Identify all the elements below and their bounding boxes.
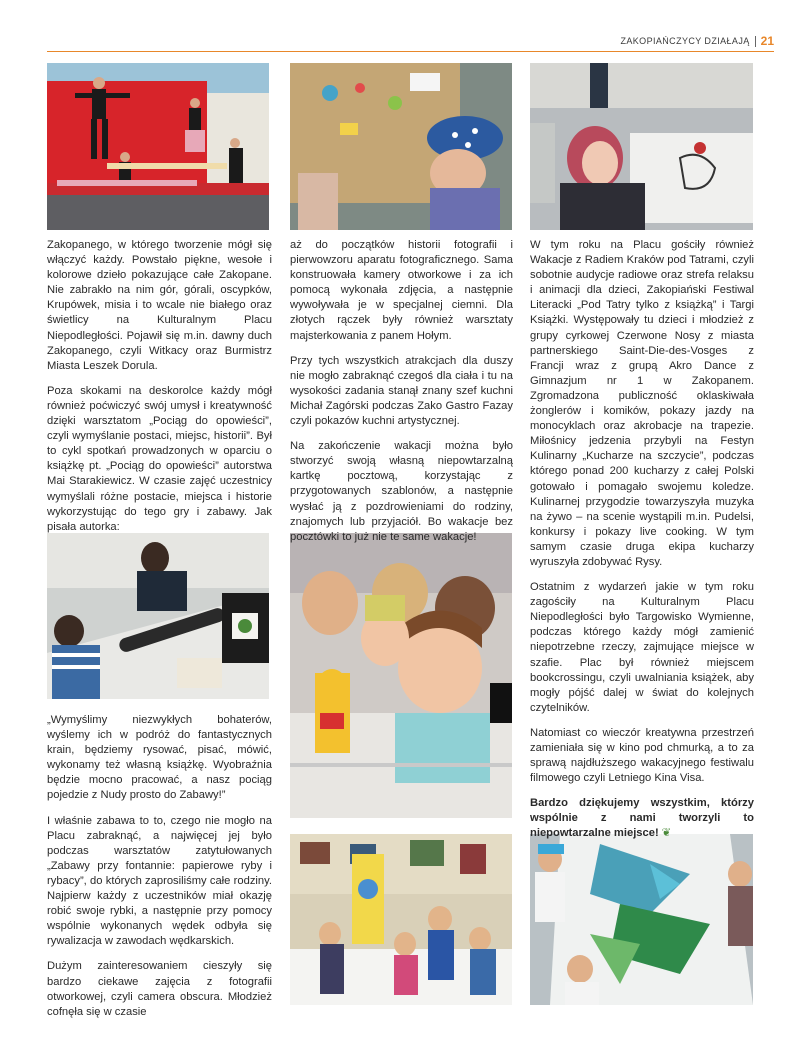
photo-skateboard-workshop	[47, 533, 269, 699]
photo-children-paper-puppets	[290, 533, 512, 818]
page-number: 21	[760, 34, 774, 48]
header-rule	[47, 51, 774, 52]
photo-kids-painting-banner	[530, 834, 753, 1005]
paragraph: Poza skokami na deskorolce każdy mógł również poćwiczyć swój umysł i kreatywność dzięki warsztatom „Pociąg do opowieści”, czyli wymyślanie postaci, miejsc, historii”. Był to cykl spotkań prowadzonych w oparciu o książkę pt. „Pociąg do opowieści” autorstwa Mai Starakiewicz. W czasie zajęć uczestnicy wymyślali różne postacie, miejsca i historie wykorzystując do tego gry i zabawy. Jak pisała autorka:	[47, 384, 272, 533]
section-title: ZAKOPIAŃCZYCY DZIAŁAJĄ	[620, 36, 750, 46]
photo-kids-indoor-workshop	[290, 834, 512, 1005]
paragraph: „Wymyślimy niezwykłych bohaterów, wyślemy ich w podróż do fantastycznych krain, będziemy rysować, pisać, mówić, wykonamy też własną książkę. Wyobraźnia będzie mocno pracować, a nasz pociąg pojedzie z Nudy prosto do Zabawy!”	[47, 714, 272, 802]
paragraph: Przy tych wszystkich atrakcjach dla duszy nie mogło zabraknąć czegoś dla ciała i tu na wysokości zadania stanął znany szef kuchni Michał Zagórski podczas Zako Gastro Fazay czyli pokazów kuchni artystycznej.	[290, 354, 513, 428]
paragraph: Na zakończenie wakacji można było stworzyć swoją własną niepowtarzalną kartkę pocztową, korzystając z przygotowanych szablonów, a następnie wysłać ją z pozdrowieniami do rodziny, znajomych lub przyjaciół. Bo wakacje bez pocztówki to już nie te same wakacje!	[290, 440, 513, 543]
header-separator	[755, 36, 756, 47]
column-1-top	[47, 238, 272, 545]
photo-girl-drawing	[530, 63, 753, 230]
column-2	[290, 238, 513, 555]
column-3	[530, 238, 754, 852]
paragraph: Dużym zainteresowaniem cieszyły się bardzo ciekawe zajęcia z fotografii otworkowej, czyli camera obscura. Młodzież cofnęła się w czasie	[47, 960, 272, 1018]
photo-children-crafts-table	[290, 63, 512, 230]
end-mark-icon: ❦	[661, 827, 672, 840]
closing-paragraph	[530, 796, 754, 841]
paragraph: aż do początków historii fotografii i pierwowzoru aparatu fotograficznego. Sama konstruowała kamery otworkowe i za ich pomocą wykonała zdjęcia, a następnie wywoływała je w specjalnej ciemni. Dla złotych rączek były również warsztaty majsterkowania z panem Hołym.	[290, 239, 513, 342]
paragraph: Ostatnim z wydarzeń jakie w tym roku zagościły na Kulturalnym Placu Niepodległości było Targowisko Wymienne, podczas którego każdy mógł zamienić niepotrzebne rzeczy, zajmujące miejsce w szafie. Plac był również miejscem bookcrossingu, czyli uwalniania książek, aby mogły pójść dalej w świat do kolejnych czytelników.	[530, 581, 754, 714]
column-1-bottom	[47, 713, 272, 1030]
paragraph: I właśnie zabawa to to, czego nie mogło na Placu zabraknąć, a najwięcej jej było podczas warsztatów zatytułowanych „Zabawy przy fontannie: papierowe ryby i rybacy”, do których zaprosiliśmy całe rodziny. Najpierw każdy z uczestników miał okazję robić swoje rybki, a następnie przy pomocy wspólnie wykonanych wędek odbyła się rywalizacja w zawodach wędkarskich.	[47, 814, 272, 948]
closing-text: Bardzo dziękujemy wszystkim, którzy wspólnie z nami tworzyli to niepowtarzalne miejsce!	[530, 797, 754, 840]
paragraph: Zakopanego, w którego tworzenie mógł się włączyć każdy. Powstało piękne, wesołe i kolorowe dzieło pokazujące całe Zakopane. Nie zabrakło na nim gór, górali, oscypków, Krupówek, misia i to wcale nie białego oraz świetlicy na Kulturalnym Placu Niepodległości. Pojawił się m.in. dawny duch Zakopanego, czyli Witkacy oraz Burmistrz Miasta Leszek Dorula.	[47, 239, 272, 372]
paragraph: Natomiast co wieczór kreatywna przestrzeń zamieniała się w kino pod chmurką, a to za sprawą najdłuższego wakacyjnego festiwalu filmowego czyli Letniego Kina Visa.	[530, 726, 754, 785]
paragraph: W tym roku na Placu gościły również Wakacje z Radiem Kraków pod Tatrami, czyli sobotnie audycje radiowe oraz strefa relaksu i animacji dla dzieci, Zakopiański Festiwal Literacki „Pod Tatry tylko z książką” i Targi Książki. Występowały tu dzieci i młodzież z grupy cyrkowej Czerwone Nosy z miasta partnerskiego Saint-Die-des-Vosges z Francji wraz z grupą Akro Dance z Gimnazjum nr 1 w Zakopanem. Zgromadzona publiczność oklaskiwała żonglerów i komików, pokazy jazdy na monocyklach oraz akrobacje na trapezie. Miłośnicy jedzenia przybyli na Festyn Kulinarny „Kucharze na szczycie”, podczas którego ponad 200 kucharzy z całej Polski gotowało i pomagało swojemu koledze. Kulinarnej przygodzie towarzyszyła muzyka na żywo – na scenie wystąpili m.in. Pudelsi, konkursy i pokazy live cooking. W tym samym czasie druga ekipa kucharzy wyruszyła zdobywać Rysy.	[530, 239, 754, 568]
photo-acrobats-stage	[47, 63, 269, 230]
page-header	[620, 34, 774, 48]
